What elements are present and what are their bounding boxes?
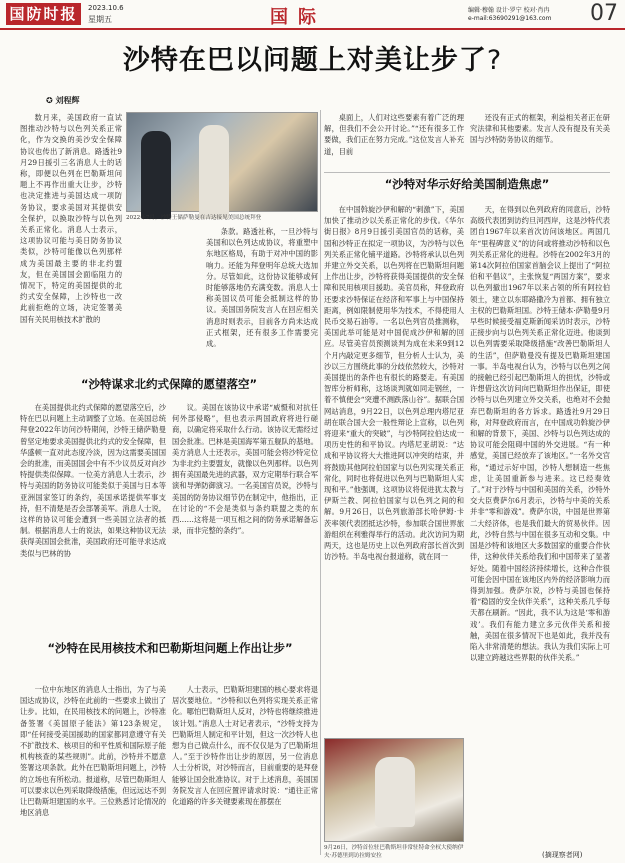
article-column-9 (324, 204, 464, 734)
headline-text: 沙特在巴以问题上对美让步了 (122, 45, 487, 76)
page-number: 07 (590, 1, 618, 26)
article-column-7 (20, 684, 166, 860)
article-text: 天，在得到以色列政府的同意后，沙特高级代表团到访约旦河西岸，这是沙特代表团自1967年以来首次访问该地区。两国几年“里程碑意义”的访问或将推动沙特和以色列关系正常化的进程。沙特在2002年3月的第14次阿拉伯国家首脑会议上提出了“阿拉伯和平倡议”，主张恢复“两国方案”，要求以色列撤出1967年以来占领的所有阿拉伯领土，建立以东耶路撒冷为首都、拥有独立主权的巴勒斯坦国。沙特王储本·萨勒曼9月早些时候接受福克斯新闻采访时表示，沙特正接步向与以色列关系正常化迈进。他谈到以色列需要采取降级措施“改善巴勒斯坦人的生活”，但萨勒曼没有提及巴勒斯坦建国一事。半岛电视台认为，沙特与以色列之间的接触已经引起巴勒斯坦人的担忧，沙特或许想借这次访问向巴勒斯坦作出保证，即使沙特与以色列建立外交关系，也绝对不会抛弃巴勒斯坦的各方诉求。路透社9月29日称，对拜登政府而言，在中国成功斡旋沙伊和解的背景下，美国、沙特与以色列达成的协议可能会阻碍中国的外交进展。“有一种感觉，美国已经放弃了该地区。”一名外交官称，“通过示好中国，沙特人想制造一些焦虑，让美国重新参与进来。这已经奏效了。”对于沙特与中国和美国的关系，沙特外交大臣费萨尔6月表示，沙特与中美的关系并非“零和游戏”。费萨尔说，中国是世界第二大经济体，也是我们最大的贸易伙伴。因此，沙特自然与中国在很多互动和交集。中国是沙特和该地区大多数国家的重要合作伙伴，这种伙伴关系给我们和中国带来了显著好处。随着中国经济持续增长，这种合作很可能会因中国在该地区内外的经济影响力而得到加强。费萨尔说，沙特与美国也保持着“稳固的安全伙伴关系”，这种关系几乎每天都在刷新。“因此，我不认为这是‘零和游戏’。我们有能力建立多元伙伴关系和接触，美国在很多情况下也是如此，我并没有陷入非常清楚的想法。我认为我们实际上可以建立跨越这些界限的伙伴关系。” (470, 205, 610, 663)
subheading-2: “沙特在民用核技术和巴勒斯坦问题上作出让步” (47, 641, 293, 655)
photo-biden-salman (126, 112, 318, 212)
photo-figure (141, 131, 171, 219)
article-text: 条款。路透社称，一旦沙特与美国和以色列达成协议，将重塑中东地区格局，有助于对冲中国的影响力。还能为拜登明年总统大选加分。尽管如此，这份协议能够或何时能够落地仍充满变数。消息人士称美国议员可能会抵制这样的协议。美国国务院发言人在回应相关消息时则表示，目前各方尚未达成正式框架，还有很多工作需要完成。 (206, 227, 318, 349)
article-text: 在中国斡旋沙伊和解的“刺激”下，美国加快了推动沙以关系正常化的步伐。《华尔街日报》8月9日援引美国官员的话称，美国和沙特正在拟定一项协议，为沙特与以色列关系正常化铺平道路。沙特将承认以色列并建立外交关系，以色列将在巴勒斯坦问题上作出让步，沙特将获得美国提供的安全保障和民用核项目援助。美官员称，拜登政府还要求沙特保证在经济和军事上与中国保持距离，例如限制使用华为技术，不得使用人民币交易石油等。一名以色列官员推测称，美国此举可能是对中国促成沙伊和解的回应。尽管美官员预测谈判为成在未来9到12个月内敲定更多细节，但分析人士认为，美沙以三方围绕此事的分歧依然较大，沙特对美国提出的条件也有很长的路要走。有美国智库分析师称，这场谈判就如同走钢丝，一着不慎便会“突遭不测跌落山谷”。据联合国网站消息，9月22日，以色列总理内塔尼亚胡在联合国大会一般性辩论上宣称，以色列将迎来“重大的突破”，与沙特阿拉伯达成一项历史性的和平协议。内塔尼亚胡说：“达成和平协议将大大推进阿以冲突的结束，并将鼓励其他阿拉伯国家与以色列实现关系正常化，同时也将促进以色列与巴勒斯坦人实现和平。”他强调，这项协议将促进犹太教与伊斯兰教、阿拉伯国家与以色列之间的和解。9月26日，以色列旅游部长哈伊姆·卡茨率领代表团抵达沙特，参加联合国世界旅游组织在利雅得举行的活动。此次访问为期两天，这也是历史上以色列政府部长首次到访沙特。半岛电视台报道称，就在同一 (324, 205, 464, 562)
article-text: 一位中东地区的消息人士指出，为了与美国达成协议，沙特在此前的一些要求上做出了让步。比如，在民用核技术的问题上，沙特准备签署《美国原子能法》第123条规定，即“任何接受美国援助的国家都同意遵守有关不扩散技术、核项目的和平性质和国际原子能机构核查的某些规则”。此前，沙特并不愿意签署这项条款。此外在巴勒斯坦问题上，沙特的立场也有所松动。报道称，尽管巴勒斯坦人可以要求以色列采取降级措施，但远远达不到让巴勒斯坦建国的水平。三位熟悉讨论情况的地区消息 (20, 685, 166, 818)
article-text: 数月来，美国政府一直试图推动沙特与以色列关系正常化，作为交换的美沙安全保障协议也传出了新消息。路透社9月29日援引三名消息人士的话称，即便以色列在巴勒斯坦问题上不再作出重大让步，沙特也决定推进与美国达成一项防务协议，要求美国对其提供安全保护，以换取沙特与以色列关系正常化。消息人士表示，这项协议可能与美日防务协议类似，沙特可能像以色列那样成为美国最主要的非北约盟友，但在美国国会面临阻力的情况下，特定的美国提供的北约式安全保障，上沙特也一改此前拒绝的立场，决定签署美国有关民用核技术扩散的 (20, 113, 122, 324)
article-text: 还没有正式的框架，利益相关者正在研究法律和其他要素。发言人没有提及有关美国与沙特防务协议的细节。 (470, 113, 610, 145)
article-text: 人士表示，巴勒斯坦建国的核心要求将退居次要地位。“沙特和以色列将实现关系正常化。哪怕巴勒斯坦人反对，沙特也将继续推进该计划。”消息人士对记者表示，“沙特支持为巴勒斯坦人制定和平计划，但这一次沙特人也想为自己做点什么，而不仅仅是为了巴勒斯坦人。”至于沙特作出让步的原因，另一位消息人士分析说，对沙特而言，目前重要的是拜登能够让国会批准协议。对于上述消息，美国国务院发言人在回应置评请求时说：“通往正常化道路的许多关键要素现在都摆在 (172, 685, 318, 807)
article-column-3 (324, 112, 464, 168)
article-column-1 (20, 112, 122, 360)
column-divider (320, 110, 321, 855)
page-headline (0, 38, 625, 77)
newspaper-logo: 国防时报 (6, 3, 81, 25)
photo-caption: 2022年7月，沙特王储萨勒曼在吉达接见美国总统拜登 (126, 215, 262, 221)
issue-date: 2023.10.6 (88, 4, 124, 12)
subheading-1: “沙特谋求北约式保障的愿望落空” (80, 377, 258, 391)
article-text: 在美国提供北约式保障的愿望落空后，沙特在巴以问题上主动调整了立场。在美国总统拜登2022年访问沙特期间，沙特王储萨勒曼曾坚定地要求美国提供北约式的安全保障，但华盛顿一直对此态度冷淡，因为这需要美国国会的批准，而美国国会中有不少议员反对向沙特提供类似保障。一位美方消息人士表示，沙特与美国的防务协议可能类似于美国与日本等亚洲国家签订的条约，美国承诺提供军事支持，但不清楚是否会部署美军。消息人士说，这样的协议可能会遭到一些美国立法者的抵制。根据消息人士的说法，如果这种协议无法获得美国国会批准，美国政府还可能寻求达成类似与巴林的协 (20, 403, 166, 558)
photo-figure (199, 125, 229, 219)
photo-figure (375, 757, 415, 827)
photo-caption: 9月26日，沙特首位驻巴勒斯坦非常驻特命全权大使纳伊夫·苏德里到访拉姆安拉 (324, 845, 464, 859)
article-column-4 (470, 112, 610, 168)
article-column-10 (470, 204, 610, 848)
section-divider (324, 172, 610, 173)
contact-email: e-mail:63690291@163.com (468, 15, 552, 22)
article-column-8 (172, 684, 318, 860)
photo-saudi-envoy (324, 738, 464, 842)
section-title: 国际 (270, 7, 326, 28)
subheading-3: “沙特对华示好给美国制造焦虑” (384, 177, 550, 191)
article-column-6 (172, 402, 318, 634)
article-text: 桌面上，人们对这些要素有着广泛的理解，但我们不会公开讨论。”“还有很多工作要做，我们正在努力完成。”这位发言人补充道，目前 (324, 113, 464, 156)
source-note: (摘现察者网) (542, 851, 583, 859)
headline-question-mark: ? (486, 45, 503, 76)
article-text: 议。美国在该协议中承诺“威慑和对抗任何外部侵略”，但也表示两国政府将进行磋商，以确定将采取什么行动。该协议无需经过国会批准。巴林是美国海军第五舰队的基地。美方消息人士还表示，美国可能会将沙特定位为非北约主要盟友，就像以色列那样。以色列拥有美国最先进的武器，双方定期举行联合军演和导弹防御演习。一名美国官员说，沙特与美国的防务协议细节仍在制定中，他指出，正在讨论的“不会是类似与条约联盟之类的东西……这将是一项互相之间的防务承诺解备忘录，而非完整的条约”。 (172, 403, 318, 536)
byline: ✪ 刘程辉 (46, 96, 80, 105)
masthead (0, 0, 625, 30)
article-column-2 (206, 226, 318, 360)
article-column-5 (20, 402, 166, 634)
staff-credits: 编辑·穆翰 设计·罗宁 校对·肖冉 (468, 7, 550, 14)
issue-weekday: 星期五 (88, 15, 112, 24)
